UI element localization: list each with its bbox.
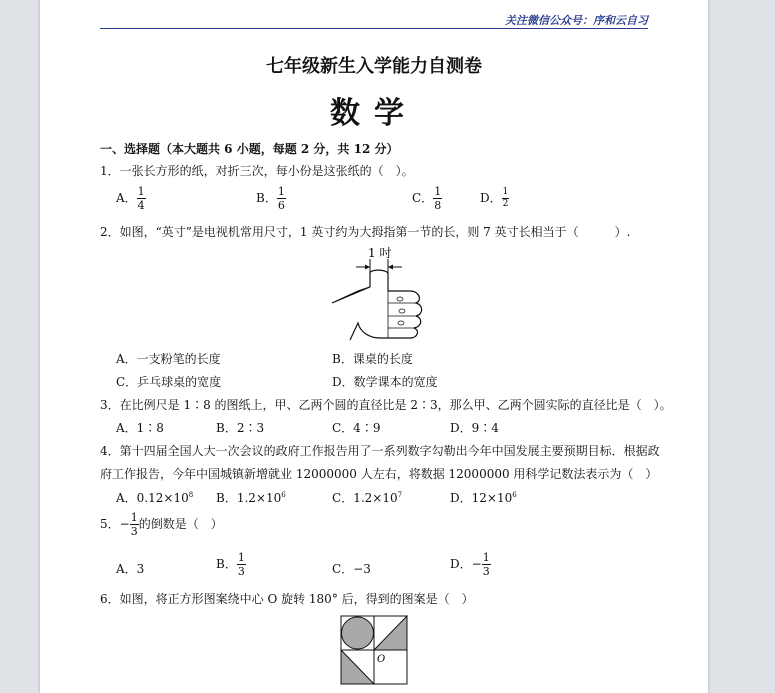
q5-option-b: B． $\frac{1}{3}$ [216, 551, 245, 578]
q4-option-d: D．$12\times 10^6$ [450, 491, 517, 505]
question-5-stem: 5．− $\frac{1}{3}$ 的倒数是（ ） [100, 511, 223, 538]
question-4-stem-line2: 府工作报告，今年中国城镇新增就业 12000000 人左右，将数据 12000000 用科学记数法表示为（ ） [100, 467, 658, 481]
q3-option-a: A．1∶8 [116, 421, 164, 435]
q1-option-a: A． $\frac{1}{4}$ [116, 185, 145, 212]
q2-option-a: A．一支粉笔的长度 [116, 352, 221, 366]
q2-option-c: C．乒乓球桌的宽度 [116, 375, 222, 389]
q1-option-b: B． $\frac{1}{6}$ [256, 185, 285, 212]
question-3-stem: 3．在比例尺是 1∶8 的图纸上，甲、乙两个圆的直径比是 2∶3，那么甲、乙两个圆实际的直径比是（ ）。 [100, 398, 672, 412]
q4-option-c: C．$1.2\times 10^7$ [332, 491, 403, 505]
q1-option-c: C． $\frac{1}{8}$ [412, 185, 442, 212]
figure-inch-label: 1 吋 [368, 246, 392, 260]
q5-option-d: D．− $\frac{1}{3}$ [450, 551, 490, 578]
header-note: 关注微信公众号：序和云自习 [505, 14, 648, 27]
q3-option-b: B．2∶3 [216, 421, 265, 435]
question-4-stem-line1: 4．第十四届全国人大一次会议的政府工作报告用了一系列数字勾勒出今年中国发展主要预期目标．根据政 [100, 444, 660, 458]
section-heading: 一、选择题（本大题共 6 小题，每题 2 分，共 12 分） [100, 142, 399, 156]
q3-option-c: C．4∶9 [332, 421, 381, 435]
question-2-stem: 2．如图，“英寸”是电视机常用尺寸，1 英寸约为大拇指第一节的长，则 7 英寸长相当于（ ）. [100, 225, 631, 239]
thumb-inch-figure [330, 243, 430, 343]
q5-option-c: C．−3 [332, 562, 371, 576]
rotation-square-figure [340, 615, 410, 687]
question-6-stem: 6．如图，将正方形图案绕中心 O 旋转 180° 后，得到的图案是（ ） [100, 592, 474, 606]
q1-option-d: D． $\frac{1}{2}$ [480, 187, 509, 209]
center-o-label: O [377, 654, 386, 665]
exam-title: 七年级新生入学能力自测卷 [266, 56, 482, 77]
document-page [40, 0, 708, 693]
question-1-stem: 1．一张长方形的纸，对折三次，每小份是这张纸的（ ）。 [100, 164, 414, 178]
subject-title: 数学 [330, 96, 418, 131]
q4-option-b: B．$1.2\times 10^6$ [216, 491, 286, 505]
q5-option-a: A．3 [116, 562, 145, 576]
q2-option-d: D．数学课本的宽度 [332, 375, 438, 389]
q2-option-b: B．课桌的长度 [332, 352, 413, 366]
q4-option-a: A．$0.12\times 10^8$ [116, 491, 194, 505]
q3-option-d: D．9∶4 [450, 421, 499, 435]
header-divider [100, 28, 648, 29]
